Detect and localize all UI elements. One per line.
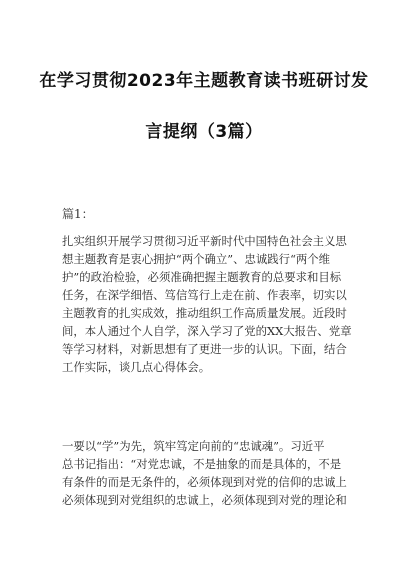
paragraph-line: 必须体现到对党组织的忠诚上，必须体现到对党的理论和 bbox=[62, 493, 347, 507]
paragraph-line: 总书记指出：“对党忠诚，不是抽象的而是具体的，不是 bbox=[62, 457, 342, 471]
paragraph-line: 任务，在深学细悟、笃信笃行上走在前、作表率，切实以 bbox=[62, 288, 347, 302]
paragraph-line: 护”的政治检验，必须准确把握主题教育的总要求和目标 bbox=[62, 270, 342, 284]
paragraph-line: 主题教育的扎实成效，推动组织工作高质量发展。近段时 bbox=[62, 306, 347, 320]
section-label: 篇1： bbox=[62, 207, 94, 221]
paragraph-1 bbox=[62, 232, 352, 376]
paragraph-line: 扎实组织开展学习贯彻习近平新时代中国特色社会主义思 bbox=[62, 234, 347, 248]
document-title-line-2: 言提纲（3篇） bbox=[145, 122, 263, 142]
paragraph-line: 间，本人通过个人自学，深入学习了党的XX大报告、党章 bbox=[62, 324, 352, 338]
document-title-line-1: 在学习贯彻2023年主题教育读书班研讨发 bbox=[39, 71, 369, 91]
paragraph-line: 有条件的而是无条件的，必须体现到对党的信仰的忠诚上 bbox=[62, 475, 347, 489]
paragraph-line: 工作实际，谈几点心得体会。 bbox=[62, 360, 211, 374]
paragraph-line: 一要以“学”为先，筑牢笃定向前的“忠诚魂”。习近平 bbox=[62, 439, 325, 453]
paragraph-line: 等学习材料，对新思想有了更进一步的认识。下面，结合 bbox=[62, 342, 347, 356]
paragraph-line: 想主题教育是衷心拥护“两个确立”、忠诚践行“两个维 bbox=[62, 252, 331, 266]
paragraph-2 bbox=[62, 437, 352, 509]
